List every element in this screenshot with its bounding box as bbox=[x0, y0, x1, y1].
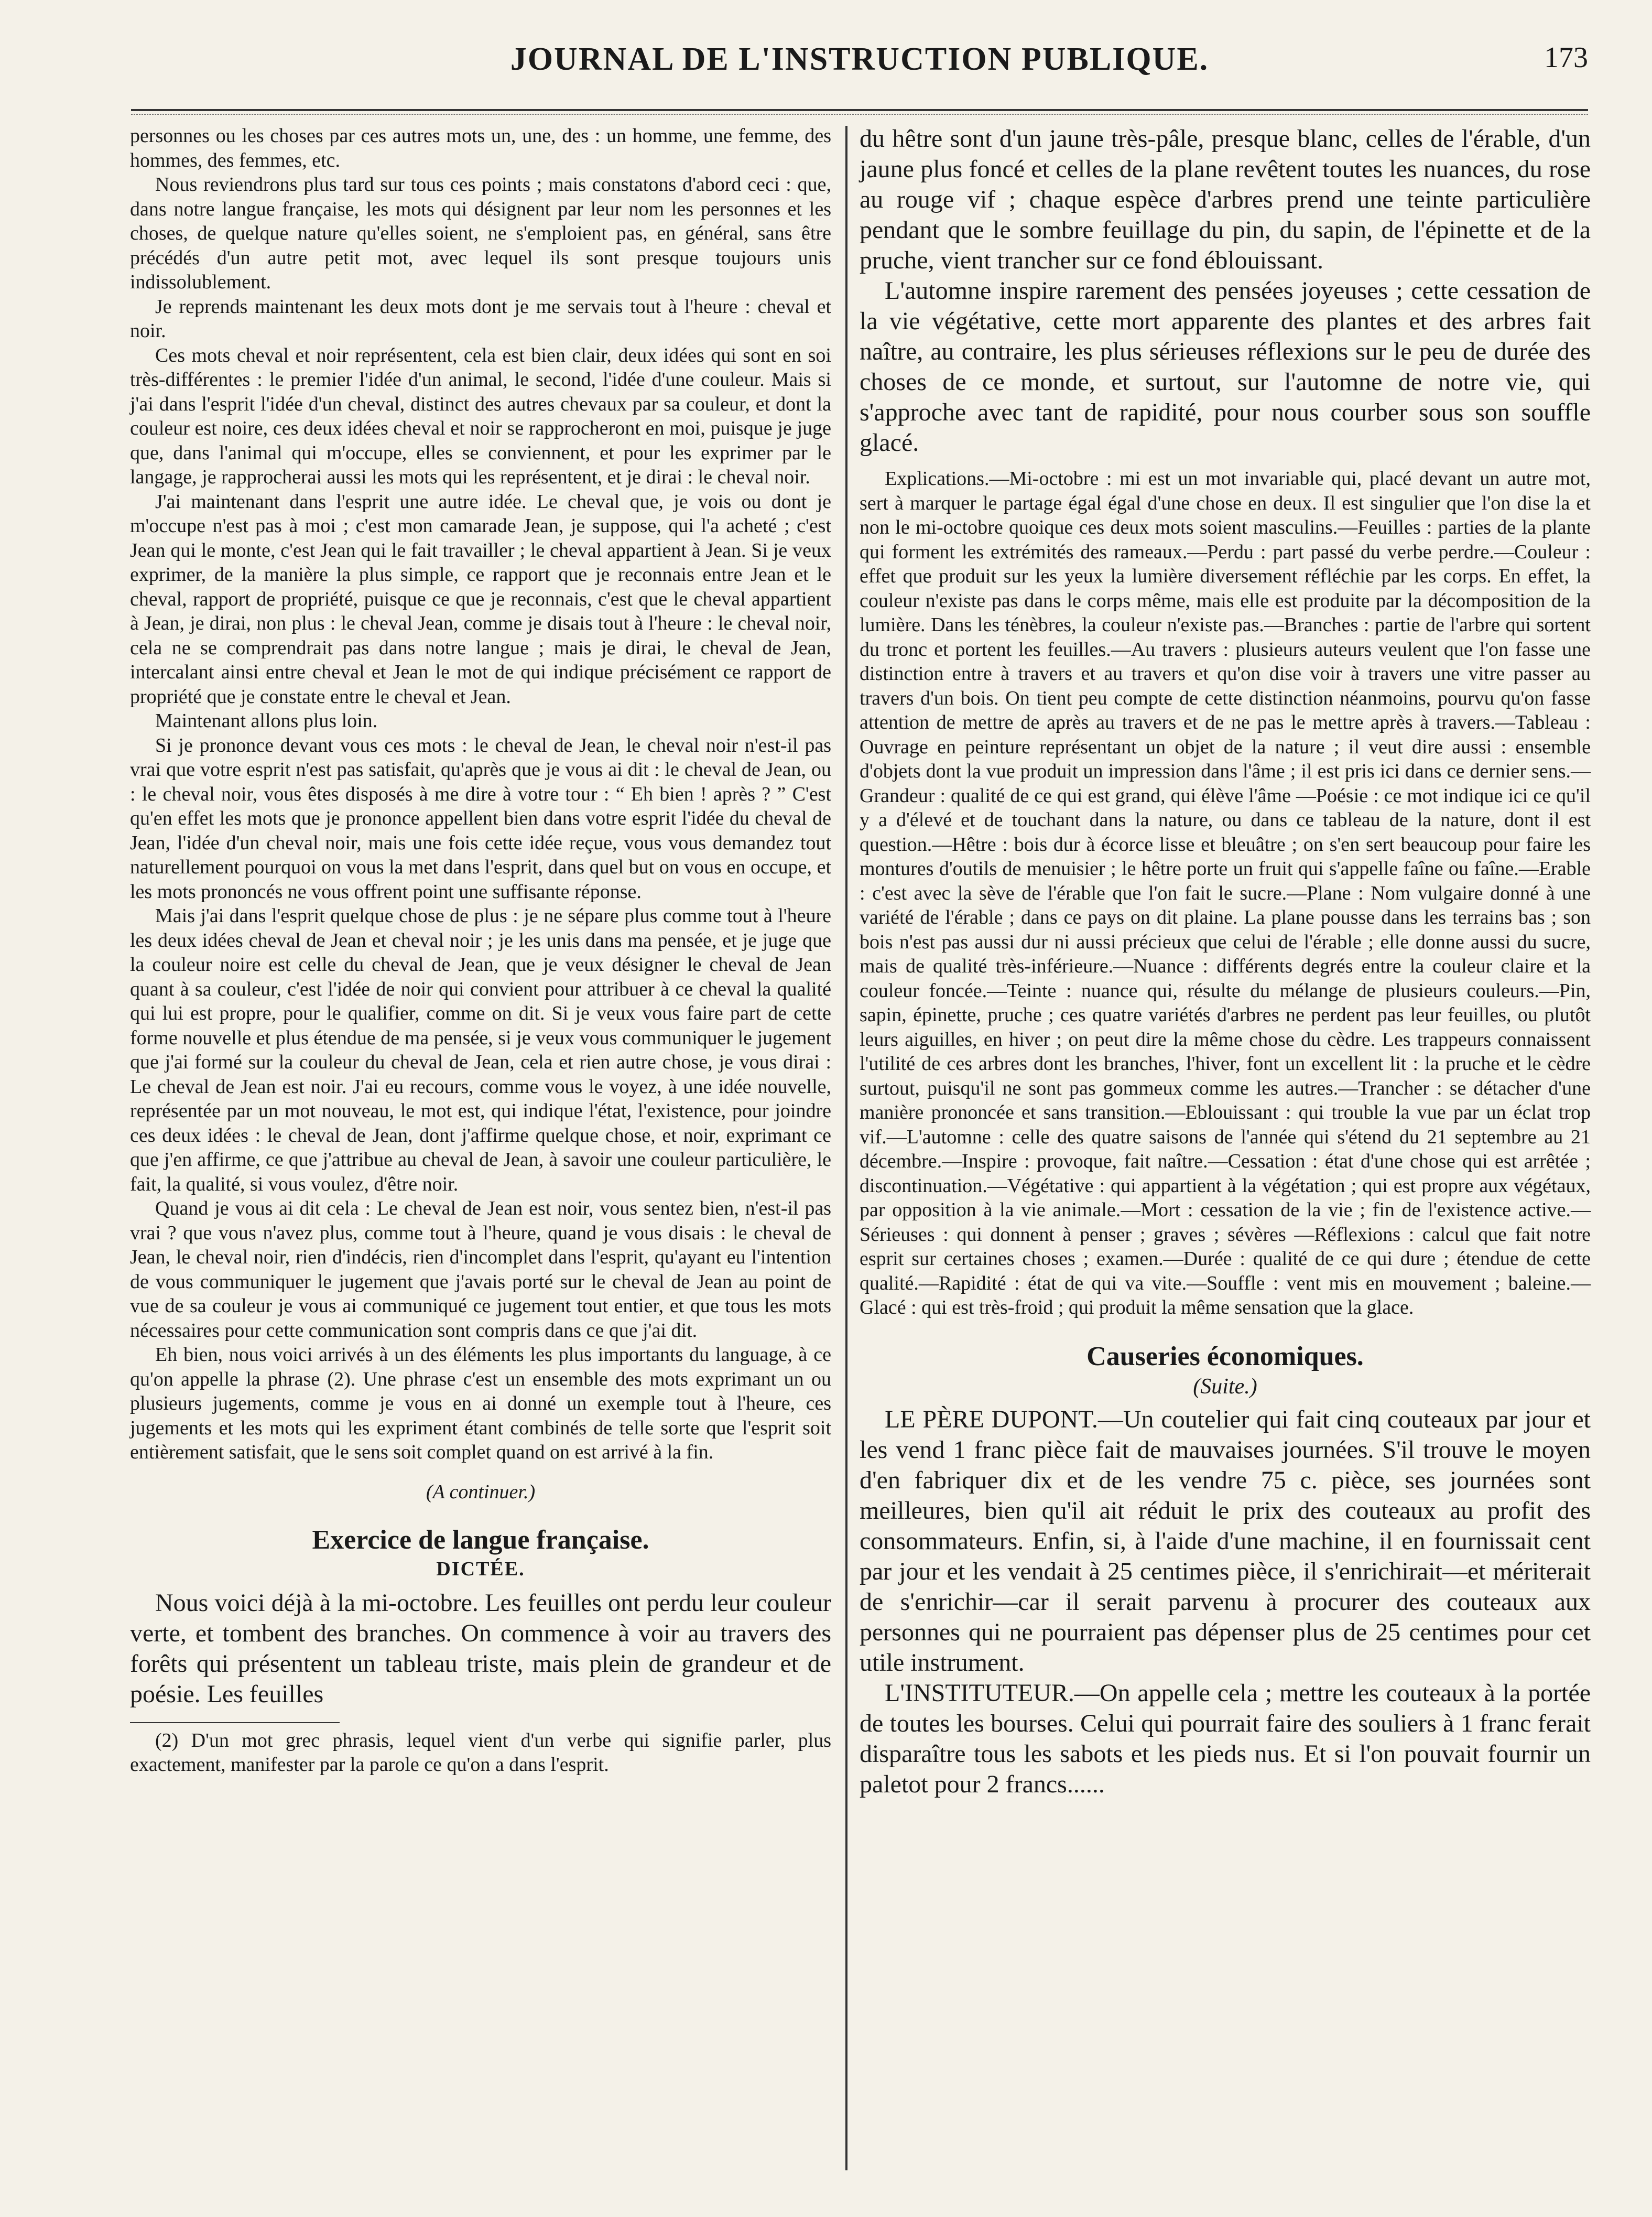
to-be-continued: (A continuer.) bbox=[426, 1480, 536, 1503]
left-column bbox=[130, 124, 831, 1777]
page-number: 173 bbox=[1544, 41, 1588, 74]
right-column bbox=[860, 124, 1591, 1800]
article-paragraph: Mais j'ai dans l'esprit quelque chose de plus : je ne sépare plus comme tout à l'heure les deux idées cheval de Jean et cheval noir ; je les unis dans ma pensée, et je juge que la couleur noire est celle du cheval de Jean, que je veux désigner le cheval de Jean quant à sa couleur, c'est l'idée de noir qui convient pour attribuer à ce cheval la qualité qui lui est propre, pour le qualifier, comme on dit. Si je veux vous faire part de cette forme nouvelle et plus étendue de ma pensée, si je veux vous communiquer le jugement que j'ai formé sur la couleur du cheval de Jean, cela et rien autre chose, je vous dirai : Le cheval de Jean est noir. J'ai eu recours, comme vous le voyez, à une idée nouvelle, représentée par un mot nouveau, le mot est, qui indique l'état, l'existence, pour joindre ces deux idées : le cheval de Jean, dont j'affirme quelque chose, et noir, exprimant ce que j'en affirme, ce que j'attribue au cheval de Jean, à savoir une couleur particulière, le fait, la qualité, si vous voulez, d'être noir. bbox=[130, 905, 831, 1195]
article-paragraph: J'ai maintenant dans l'esprit une autre idée. Le cheval que, je vois ou dont je m'occupe n'est pas à moi ; c'est mon camarade Jean, je suppose, qui l'a acheté ; c'est Jean qui le monte, c'est Jean qui le fait travailler ; le cheval appartient à Jean. Si je veux exprimer, de la manière la plus simple, ce rapport que je reconnais entre Jean et le cheval, rapport de propriété, puisque ce que je reconnais, c'est que le cheval appartient à Jean, je dirai, non plus : le cheval Jean, comme je disais tout à l'heure : le cheval noir, cela ne se comprendrait pas dans notre langue ; mais je dirai, le cheval de Jean, intercalant ainsi entre cheval et Jean le mot de qui indique précisément ce rapport de propriété que je constate entre le cheval et Jean. bbox=[130, 490, 831, 708]
article-paragraph: Maintenant allons plus loin. bbox=[155, 710, 378, 732]
column-separator bbox=[845, 126, 847, 2170]
article-paragraph: personnes ou les choses par ces autres mots un, une, des : un homme, une femme, des hommes, des femmes, etc. bbox=[130, 125, 831, 171]
dictee-continuation: L'automne inspire rarement des pensées joyeuses ; cette cessation de la vie végétative, cette mort apparente des plantes et des arbres fait naître, au contraire, les plus sérieuses réflexions sur le peu de durée des choses de ce monde, et surtout, sur l'automne de notre vie, qui s'approche avec tant de rapidité, pour nous courber sous son souffle glacé. bbox=[860, 277, 1591, 457]
explications: Explications.—Mi-octobre : mi est un mot invariable qui, placé devant un autre mot, sert à marquer le partage égal égal d'une chose en deux. Il est singulier que l'on dise la et non le mi-octobre quoique ces deux mots soient masculins.—Feuilles : parties de la plante qui forment les extrémités des rameaux.—Perdu : part passé du verbe perdre.—Couleur : effet que produit sur les yeux la lumière diversement réfléchie par les corps. En effet, la couleur n'existe pas dans le corps même, mais elle est produite par la décomposition de la lumière. Dans les ténèbres, la couleur n'existe pas.—Branches : partie de l'arbre qui sortent du tronc et portent les feuilles.—Au travers : plusieurs auteurs veulent que l'on fasse une distinction entre à travers et au travers et qu'on dise voir à travers une vitre passer au travers d'un bois. On tient peu compte de cette distinction néanmoins, pourvu qu'on fasse attention de mettre de après au travers et de ne pas le mettre après à travers.—Tableau : Ouvrage en peinture représentant un objet de la nature ; il veut dire aussi : ensemble d'objets dont la vue produit un impression dans l'âme ; il est pris ici dans ce dernier sens.—Grandeur : qualité de ce qui est grand, qui élève l'âme —Poésie : ce mot indique ici ce qu'il y a d'élevé et de touchant dans la nature, ou dans ce tableau de la nature, dont il est question.—Hêtre : bois dur à écorce lisse et bleuâtre ; on s'en sert beaucoup pour faire les montures d'outils de menuisier ; le hêtre porte un fruit qui s'appelle faîne ou faîne.—Erable : c'est avec la sève de l'érable que l'on fait le sucre.—Plane : Nom vulgaire donné à une variété de l'érable ; dans ce pays on dit plaine. La plane pousse dans les terrains bas ; son bois n'est pas aussi dur ni aussi précieux que celui de l'érable ; elle donne aussi du sucre, mais de qualité très-inférieure.—Nuance : différents degrés entre la couleur claire et la couleur foncée.—Teinte : nuance qui, résulte du mélange de plusieurs couleurs.—Pin, sapin, épinette, pruche ; ces quatre variétés d'arbres ne perdent pas leur feuilles, ou plutôt leurs aiguilles, en hiver ; on peut dire la même chose du cèdre. Les trappeurs connaissent l'utilité de ces arbres dont les branches, l'hiver, font un excellent lit : la pruche et le cèdre surtout, puisqu'il ne sont pas gommeux comme les autres.—Trancher : se détacher d'une manière prononcée et sans transition.—Eblouissant : qui trouble la vue par un éclat trop vif.—L'automne : celle des quatre saisons de l'année qui s'étend du 21 septembre au 21 décembre.—Inspire : provoque, fait naître.—Cessation : état d'une chose qui est arrêtée ; discontinuation.—Végétative : qui appartient à la végétation ; qui est propre aux végétaux, par opposition à la vie animale.—Mort : cessation de la vie ; fin de l'existence active.—Sérieuses : qui donnent à penser ; graves ; sévères —Réflexions : calcul que fait notre esprit sur certaines choses ; examen.—Durée : qualité de ce qui dure ; étendue de cette qualité.—Rapidité : état de qui va vite.—Souffle : vent mis en mouvement ; baleine.—Glacé : qui est très-froid ; qui produit la même sensation que la glace. bbox=[860, 468, 1591, 1318]
dialogue-paragraph: LE PÈRE DUPONT.—Un coutelier qui fait cinq couteaux par jour et les vend 1 franc pièce fait de mauvaises journées. S'il trouve le moyen d'en fabriquer dix et de les vendre 75 c. pièce, ses journées sont meilleures, bien qu'il ait réduit le prix des couteaux au profit des consommateurs. Enfin, si, à l'aide d'une machine, il en fournissait cent par jour et les vendait à 25 centimes pièce, il s'enrichirait—et mériterait de s'enrichir—car il serait parvenu à procurer des couteaux aux personnes qui ne pourraient pas dépenser plus de 25 centimes pour cet utile instrument. bbox=[860, 1405, 1591, 1677]
article-paragraph: Je reprends maintenant les deux mots dont je me servais tout à l'heure : cheval et noir. bbox=[130, 295, 831, 342]
exercice-heading: Exercice de langue française. bbox=[312, 1524, 649, 1555]
header-dashed-rule bbox=[131, 114, 1588, 115]
footnote-rule bbox=[130, 1722, 340, 1723]
article-paragraph: Nous reviendrons plus tard sur tous ces points ; mais constatons d'abord ceci : que, dans notre langue française, les mots qui désignent par leur nom les personnes et les choses, de quelque nature qu'elles soient, ne s'emploient pas, en général, sans être précédés d'un autre petit mot, avec lequel ils sont presque toujours unis indissolublement. bbox=[130, 174, 831, 293]
dictee-label: DICTÉE. bbox=[436, 1558, 525, 1580]
article-paragraph: Ces mots cheval et noir représentent, cela est bien clair, deux idées qui sont en soi très-différentes : le premier l'idée d'un animal, le second, l'idée d'une couleur. Mais si j'ai dans l'esprit l'idée d'un cheval, distinct des autres chevaux par sa couleur, et dont la couleur est noire, ces deux idées cheval et noir se rapprocheront en moi, puisque je juge que, dans l'animal qui m'occupe, elles se conviennent, et pour les exprimer par le langage, je rapprocherai aussi les mots qui les représentent, et je dirai : le cheval noir. bbox=[130, 344, 831, 488]
dictee-text: Nous voici déjà à la mi-octobre. Les feuilles ont perdu leur couleur verte, et tombent des branches. On commence à voir au travers des forêts qui présentent un tableau triste, mais plein de grandeur et de poésie. Les feuilles bbox=[130, 1588, 831, 1708]
dictee-continuation: du hêtre sont d'un jaune très-pâle, presque blanc, celles de l'érable, d'un jaune plus foncé et celles de la plane revêtent toutes les nuances, du rose au rouge vif ; chaque espèce d'arbres prend une teinte particulière pendant que le sombre feuillage du pin, du sapin, de l'épinette et de la pruche, vient trancher sur ce fond éblouissant. bbox=[860, 125, 1591, 274]
header-rule bbox=[131, 109, 1588, 111]
suite-label: (Suite.) bbox=[1193, 1374, 1257, 1399]
page-header bbox=[131, 41, 1588, 88]
footnote: (2) D'un mot grec phrasis, lequel vient d'un verbe qui signifie parler, plus exactement, manifester par la parole ce qu'on a dans l'esprit. bbox=[130, 1729, 831, 1776]
dialogue-paragraph: L'INSTITUTEUR.—On appelle cela ; mettre les couteaux à la portée de toutes les bourses. Celui qui pourrait faire des souliers à 1 franc ferait disparaître tous les sabots et les pieds nus. Et si l'on pouvait fournir un paletot pour 2 francs...... bbox=[860, 1679, 1591, 1798]
article-paragraph: Si je prononce devant vous ces mots : le cheval de Jean, le cheval noir n'est-il pas vrai que votre esprit n'est pas satisfait, qu'après que je vous ai dit : le cheval de Jean, ou : le cheval noir, vous êtes disposés à me dire à votre tour : “ Eh bien ! après ? ” C'est qu'en effet les mots que je prononce appellent bien dans votre esprit l'idée du cheval de Jean, l'idée d'un cheval noir, mais une fois cette idée reçue, vous vous demandez tout naturellement pourquoi on vous la met dans l'esprit, dans quel but on vous en occupe, et les mots prononcés ne vous offrent point une suffisante réponse. bbox=[130, 734, 831, 903]
article-paragraph: Eh bien, nous voici arrivés à un des éléments les plus importants du language, à ce qu'on appelle la phrase (2). Une phrase c'est un ensemble des mots exprimant un ou plusieurs jugements, comme je vous en ai donné un exemple tout à l'heure, ces jugements et les mots qui les expriment étant combinés de telle sorte que l'esprit soit entièrement satisfait, que le sens soit complet quand on est arrivé à la fin. bbox=[130, 1344, 831, 1463]
article-paragraph: Quand je vous ai dit cela : Le cheval de Jean est noir, vous sentez bien, n'est-il pas vrai ? que vous n'avez plus, comme tout à l'heure, quand je vous disais : le cheval de Jean, le cheval noir, rien d'indécis, rien d'incomplet dans l'esprit, qu'ayant eu l'intention de vous communiquer le jugement que j'avais porté sur le cheval de Jean au point de vue de sa couleur je vous ai communiqué ce jugement tout entier, et que tous les mots nécessaires pour cette communication sont compris dans ce que j'ai dit. bbox=[130, 1197, 831, 1342]
causeries-heading: Causeries économiques. bbox=[1086, 1341, 1364, 1371]
journal-title: JOURNAL DE L'INSTRUCTION PUBLIQUE. bbox=[510, 41, 1209, 77]
